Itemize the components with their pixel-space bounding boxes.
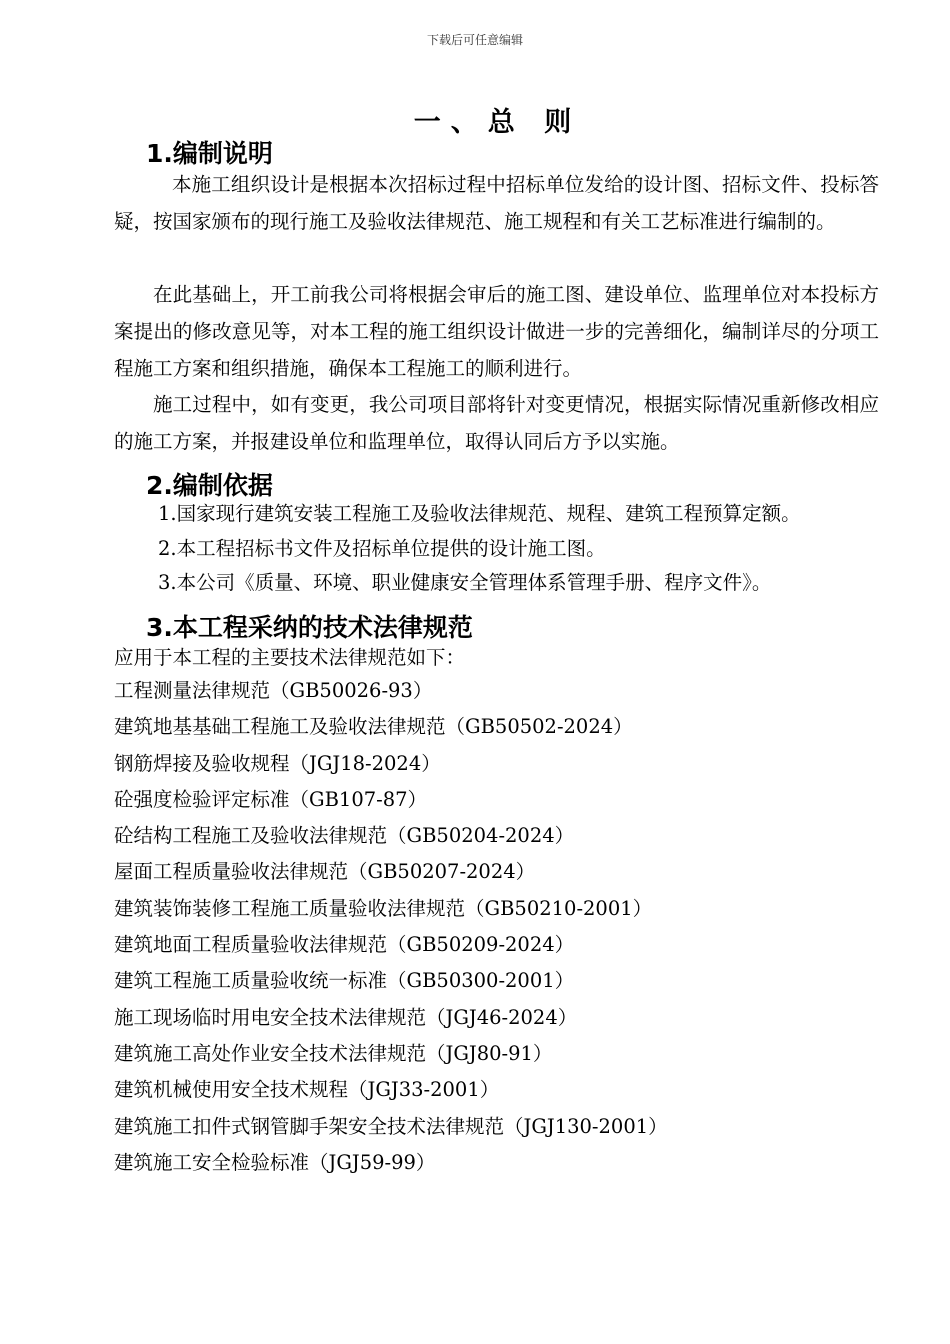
list-item: 建筑施工安全检验标准（JGJ59-99）	[114, 1150, 436, 1174]
list-item: 砼强度检验评定标准（GB107-87）	[114, 787, 428, 811]
list-item: 建筑地面工程质量验收法律规范（GB50209-2024）	[114, 933, 575, 957]
list-item: 建筑装饰装修工程施工质量验收法律规范（GB50210-2001）	[114, 896, 653, 920]
paragraph-1: 本施工组织设计是根据本次招标过程中招标单位发给的设计图、招标文件、投标答疑，按国家颁布的现行施工及验收法律规范、施工规程和有关工艺标准进行编制的。	[114, 173, 879, 233]
list-item: 建筑机械使用安全技术规程（JGJ33-2001）	[114, 1078, 500, 1102]
chapter-title: 一、总 则	[413, 107, 582, 138]
section-heading-3: 3.本工程采纳的技术法律规范	[146, 613, 473, 642]
paragraph-3: 施工过程中，如有变更，我公司项目部将针对变更情况，根据实际情况重新修改相应的施工方案，并报建设单位和监理单位，取得认同后方予以实施。	[114, 393, 879, 453]
list-item: 工程测量法律规范（GB50026-93）	[114, 679, 433, 702]
list-item: 建筑工程施工质量验收统一标准（GB50300-2001）	[114, 969, 575, 993]
list-item: 1.国家现行建筑安装工程施工及验收法律规范、规程、建筑工程预算定额。	[158, 502, 801, 525]
list-item: 2.本工程招标书文件及招标单位提供的设计施工图。	[158, 536, 606, 560]
list-item: 屋面工程质量验收法律规范（GB50207-2024）	[114, 860, 536, 884]
section-heading-2: 2.编制依据	[146, 471, 273, 500]
page-header-note: 下载后可任意编辑	[426, 33, 523, 47]
list-item: 建筑施工扣件式钢管脚手架安全技术法律规范（JGJ130-2001）	[114, 1114, 668, 1138]
basis-list	[158, 497, 801, 601]
standards-intro: 应用于本工程的主要技术法律规范如下：	[114, 646, 466, 669]
list-item: 钢筋焊接及验收规程（JGJ18-2024）	[114, 751, 441, 775]
section-heading-1: 1.编制说明	[146, 139, 273, 168]
list-item: 施工现场临时用电安全技术法律规范（JGJ46-2024）	[114, 1005, 578, 1029]
list-item: 建筑施工高处作业安全技术法律规范（JGJ80-91）	[114, 1041, 553, 1065]
list-item: 3.本公司《质量、环境、职业健康安全管理体系管理手册、程序文件》。	[158, 571, 772, 594]
list-item: 建筑地基基础工程施工及验收法律规范（GB50502-2024）	[114, 715, 633, 739]
paragraph-2: 在此基础上，开工前我公司将根据会审后的施工图、建设单位、监理单位对本投标方案提出的修改意见等，对本工程的施工组织设计做进一步的完善细化，编制详尽的分项工程施工方案和组织措施，确保本工程施工的顺利进行。	[114, 283, 879, 380]
standards-list	[114, 673, 668, 1181]
list-item: 砼结构工程施工及验收法律规范（GB50204-2024）	[114, 824, 575, 848]
